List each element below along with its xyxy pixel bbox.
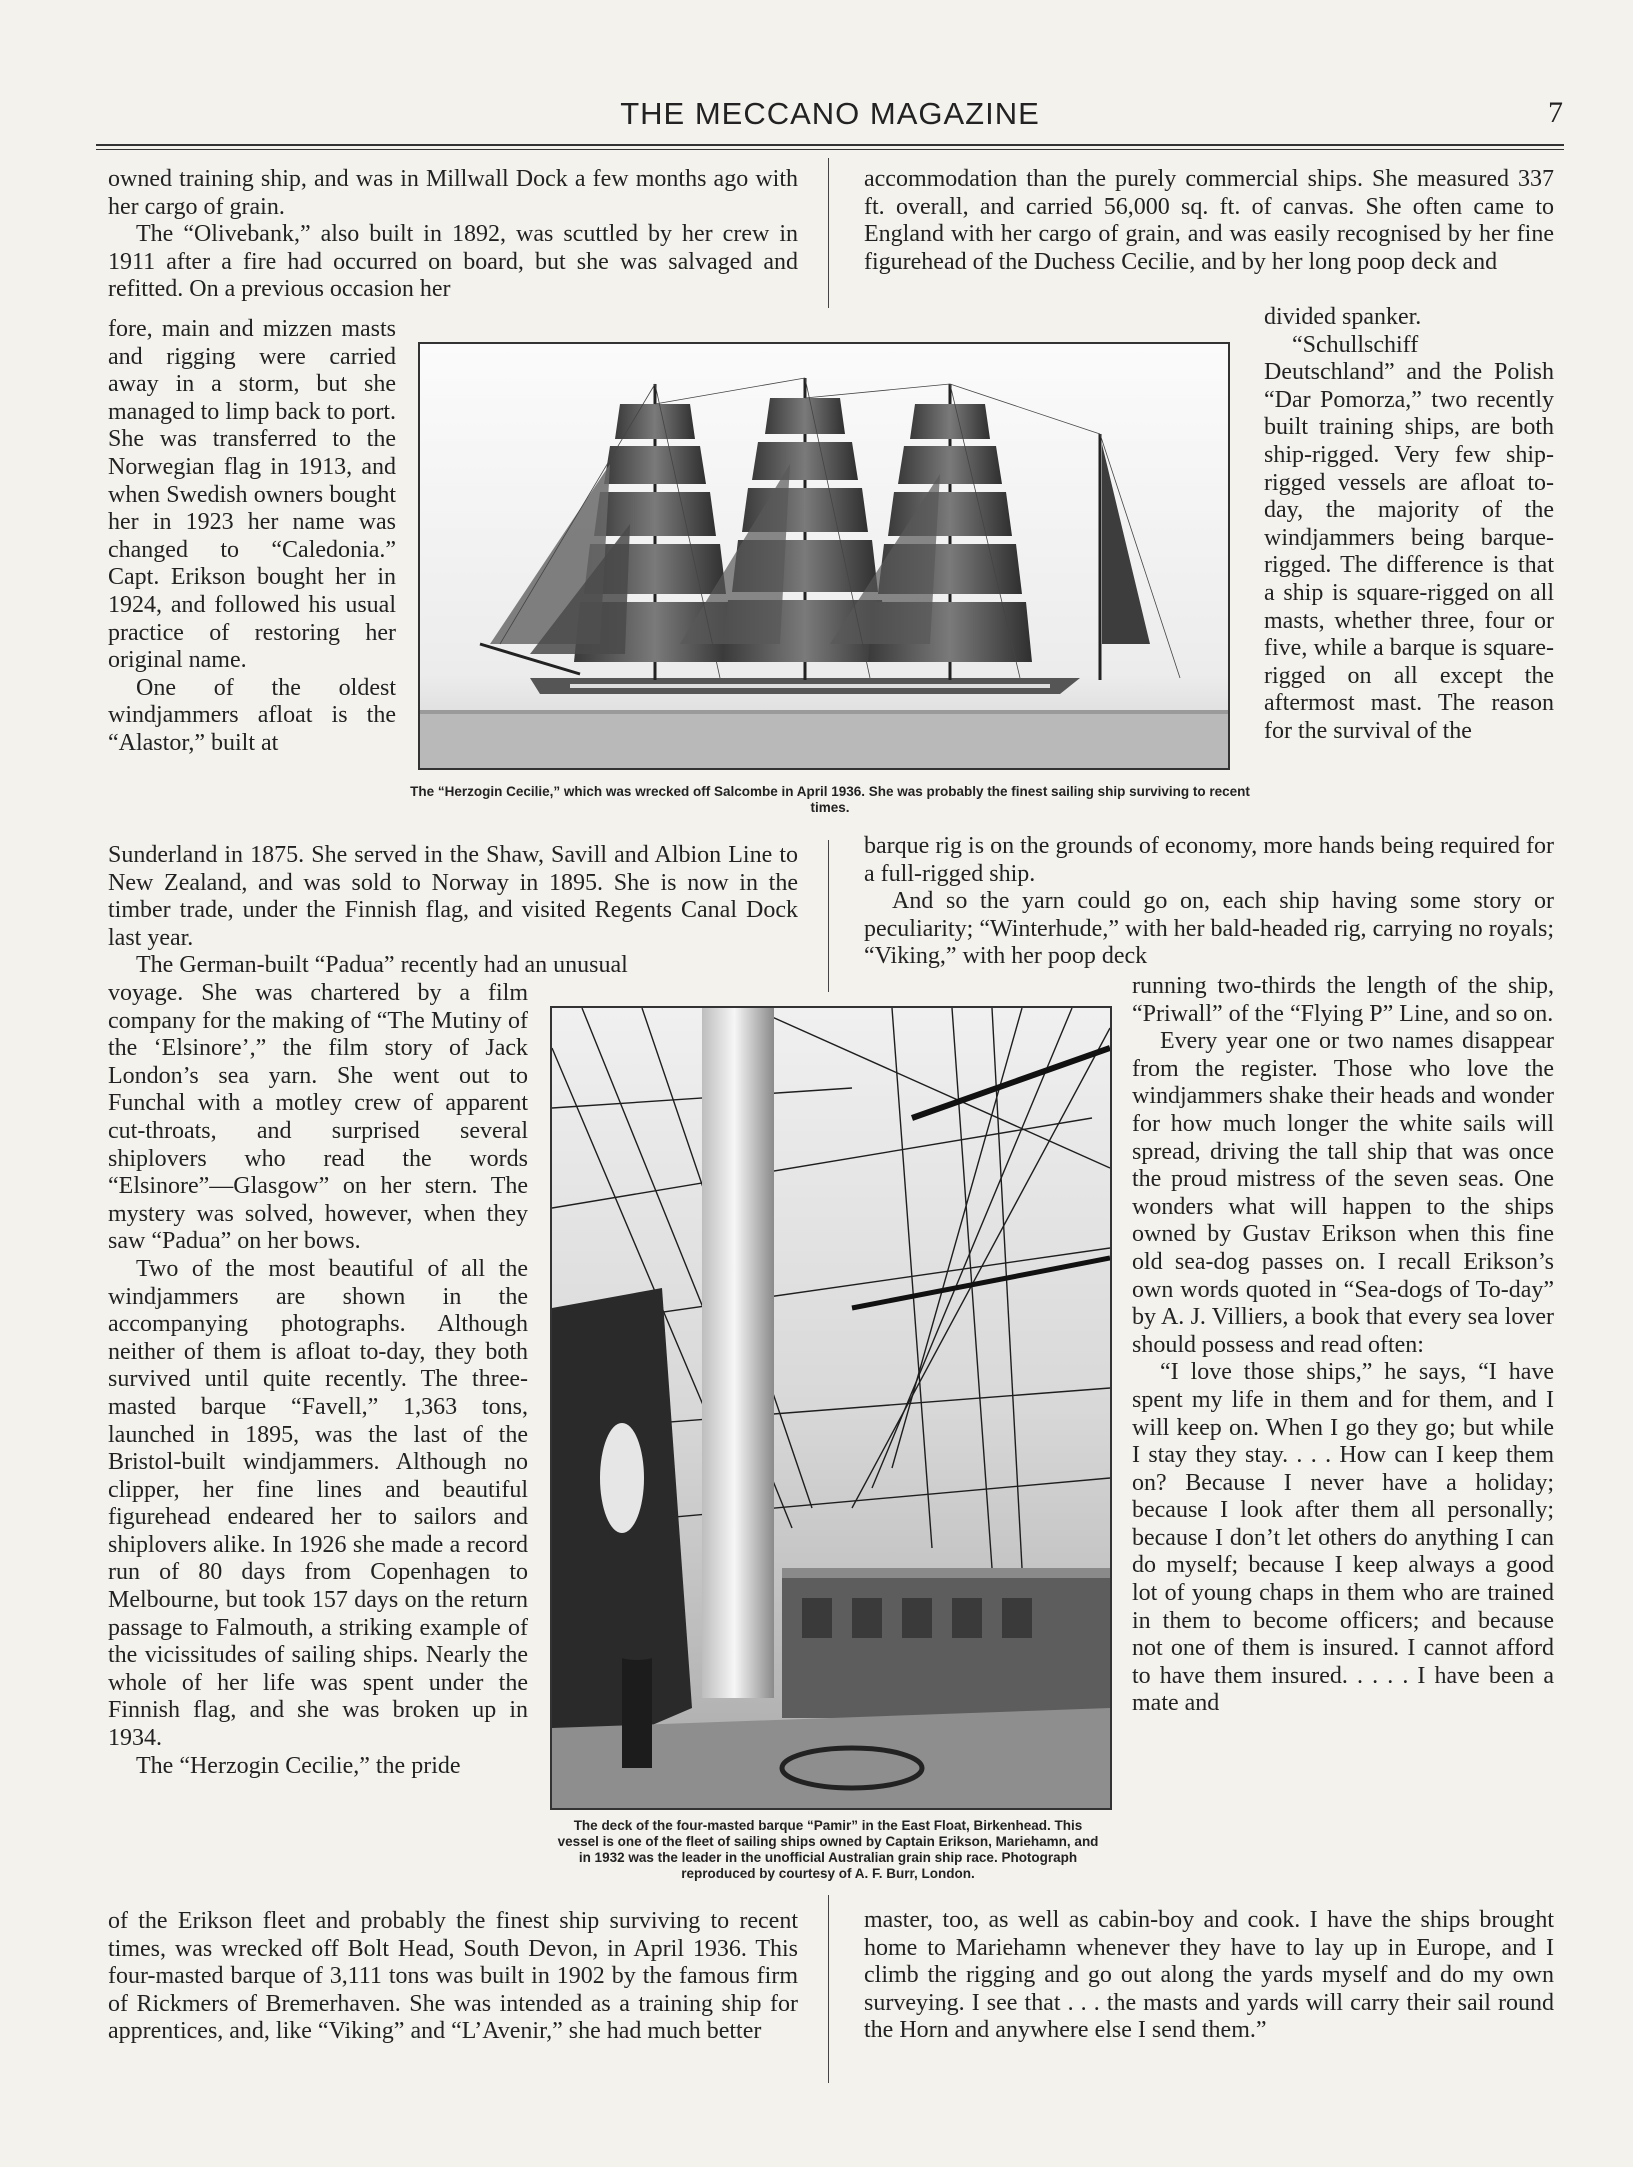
paragraph: One of the oldest windjammers afloat is the “Alastor,” built at xyxy=(108,674,396,756)
paragraph: Sunderland in 1875. She served in the Shaw, Savill and Albion Line to New Zealand, and was sold to Norway in 1895. She is now in the timber trade, under the Finnish flag, and visited Regents Canal Dock last year. xyxy=(108,842,798,951)
sailing-ship-illustration xyxy=(420,344,1228,768)
paragraph: The German-built “Padua” recently had an unusual xyxy=(136,952,628,979)
paragraph: divided spanker. xyxy=(1264,304,1422,330)
left-column-top xyxy=(108,166,798,304)
header-rule-thin xyxy=(96,149,1564,150)
paragraph: of the Erikson fleet and probably the finest ship surviving to recent times, was wrecked off Bolt Head, South Devon, in April 1936. This four-masted barque of 3,111 tons was built in 1902 by the famous firm of Rickmers of Bremerhaven. She was intended as a training ship for apprentices, and, like “Viking” and “L’Avenir,” she had much better xyxy=(108,1908,798,2045)
left-column-mid xyxy=(108,842,798,980)
right-column-top xyxy=(864,166,1554,276)
paragraph: “Schullschiff Deutschland” and the Polish “Dar Pomorza,” two recently built training ships, are both ship-rigged. Very few ship-rigged vessels are afloat to-day, the majority of the windjammers being barque-rigged. The difference is that a ship is square-rigged on all masts, whether three, four or five, while a barque is square-rigged on all except the aftermost mast. The reason for the survival of the xyxy=(1264,331,1554,744)
column-divider xyxy=(828,1895,829,2083)
left-column-wrap-2 xyxy=(108,980,528,1780)
paragraph: Two of the most beautiful of all the windjammers are shown in the accompanying photographs. Although neither of them is afloat to-day, they both survived until quite recently. The three-masted barque “Favell,” 1,363 tons, launched in 1895, was the last of the Bristol-built windjammers. Although no clipper, her fine lines and beautiful figurehead endeared her to sailors and shiplovers alike. In 1926 she made a record run of 80 days from Copenhagen to Melbourne, but took 157 days on the return passage to Falmouth, a striking example of the vicissitudes of sailing ships. Nearly the whole of her life was spent under the Finnish flag, and she was broken up in 1934. xyxy=(108,1255,528,1752)
paragraph: accommodation than the purely commercial ships. She measured 337 ft. overall, and carried 56,000 sq. ft. of canvas. She often came to England with her cargo of grain, and was easily recognised by her fine figurehead of the Duchess Cecilie, and by her long poop deck and xyxy=(864,166,1554,275)
column-divider xyxy=(828,840,829,992)
left-column-wrap-1 xyxy=(108,316,396,758)
ship-photo-caption: The “Herzogin Cecilie,” which was wrecked off Salcombe in April 1936. She was probably the finest sailing ship surviving to recent times. xyxy=(410,784,1250,815)
ship-deck-illustration xyxy=(552,1008,1110,1808)
magazine-title: THE MECCANO MAGAZINE xyxy=(620,96,1040,131)
paragraph: The “Herzogin Cecilie,” the pride xyxy=(136,1752,461,1779)
paragraph: “I love those ships,” he says, “I have spent my life in them and for them, and I will keep on. When I go they go; but while I stay they stay. . . . How can I keep them on? Because I never have a holiday; because I look after them all personally; because I don’t let others do anything I can do myself; because I keep always a good lot of young chaps in them who are trained in them to become officers; and because not one of them is insured. I cannot afford to have them insured. . . . . I have been a mate and xyxy=(1132,1359,1554,1717)
deck-photo-caption: The deck of the four-masted barque “Pamir” in the East Float, Birkenhead. This vessel is one of the fleet of sailing ships owned by Captain Erikson, Mariehamn, and in 1932 was the leader in the unofficial Australian grain ship race. Photograph reproduced by courtesy of A. F. Burr, London. xyxy=(557,1818,1099,1881)
paragraph: owned training ship, and was in Millwall Dock a few months ago with her cargo of grain. xyxy=(108,166,798,220)
header-rule xyxy=(96,144,1564,146)
paragraph: Every year one or two names disappear from the register. Those who love the windjammers shake their heads and wonder for how much longer the white sails will spread, driving the tall ship that was once the proud mistress of the seven seas. One wonders what will happen to the ships owned by Gustav Erikson when this fine old sea-dog passes on. I recall Erikson’s own words quoted in “Sea-dogs of To-day” by A. J. Villiers, a book that every sea lover should possess and read often: xyxy=(1132,1028,1554,1358)
paragraph: voyage. She was chartered by a film company for the making of “The Mutiny of the ‘Elsinore’,” the film story of Jack London’s sea yarn. She went out to Funchal with a motley crew of apparent cut-throats, and surprised several shiplovers who read the words “Elsinore”—Glasgow” on her stern. The mystery was solved, however, when they saw “Padua” on her bows. xyxy=(108,980,528,1255)
paragraph: The “Olivebank,” also built in 1892, was scuttled by her crew in 1911 after a fire had occurred on board, but she was salvaged and refitted. On a previous occasion her xyxy=(108,221,798,303)
paragraph: running two-thirds the length of the ship, “Priwall” of the “Flying P” Line, and so on. xyxy=(1132,973,1554,1027)
ship-photo xyxy=(418,342,1230,770)
right-column-mid xyxy=(864,833,1554,971)
column-divider xyxy=(828,158,829,308)
deck-photo xyxy=(550,1006,1112,1810)
right-column-bottom xyxy=(864,1907,1554,2045)
paragraph: And so the yarn could go on, each ship having some story or peculiarity; “Winterhude,” with her bald-headed rig, carrying no royals; “Viking,” with her poop deck xyxy=(864,888,1554,970)
left-column-bottom xyxy=(108,1908,798,2046)
right-column-wrap-2 xyxy=(1132,973,1554,1718)
page-header xyxy=(96,96,1564,140)
paragraph: master, too, as well as cabin-boy and cook. I have the ships brought home to Mariehamn whenever they have to lay up in Europe, and I climb the rigging and go out along the yards myself and do my own surveying. I see that . . . the masts and yards will carry their sail round the Horn and anywhere else I send them.” xyxy=(864,1907,1554,2044)
paragraph: barque rig is on the grounds of economy, more hands being required for a full-rigged ship. xyxy=(864,833,1554,887)
paragraph: fore, main and mizzen masts and rigging were carried away in a storm, but she managed to limp back to port. She was transferred to the Norwegian flag in 1913, and when Swedish owners bought her in 1923 her name was changed to “Caledonia.” Capt. Erikson bought her in 1924, and followed his usual practice of restoring her original name. xyxy=(108,316,396,674)
right-column-wrap-1 xyxy=(1264,304,1554,746)
page-number: 7 xyxy=(1548,96,1564,129)
